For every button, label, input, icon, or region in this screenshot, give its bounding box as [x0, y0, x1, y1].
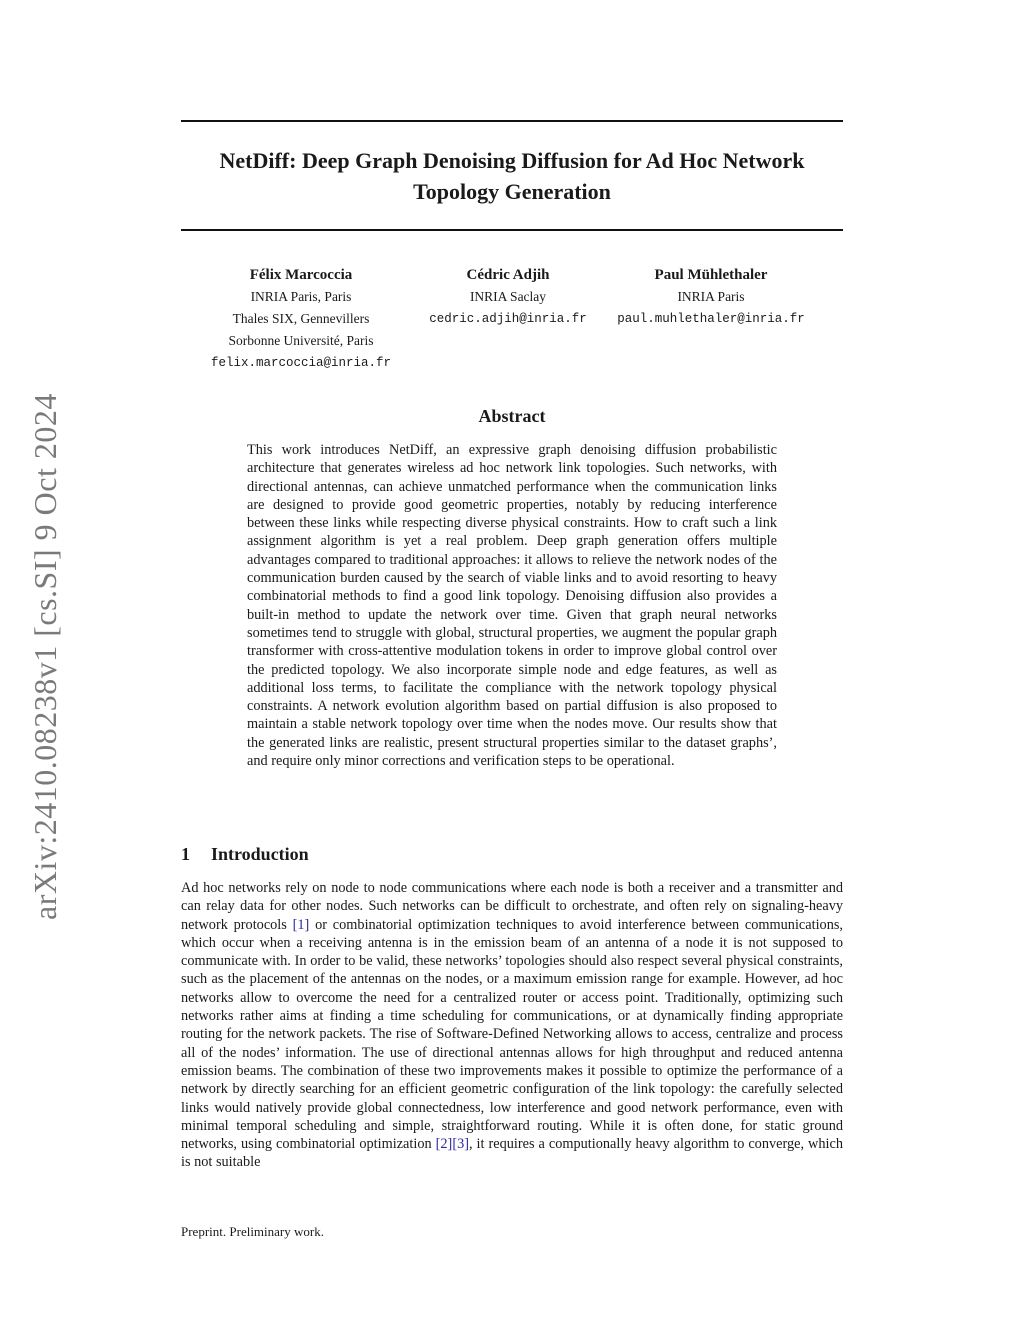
- author-affiliation: INRIA Paris: [677, 289, 745, 304]
- author-affiliation: Sorbonne Université, Paris: [228, 333, 374, 348]
- page-footer: Preprint. Preliminary work.: [181, 1224, 324, 1239]
- author-2: [408, 264, 608, 330]
- title-top-rule: [181, 120, 843, 122]
- paper-title: NetDiff: Deep Graph Denoising Diffusion for Ad Hoc Network Topology Generation: [219, 148, 805, 204]
- author-name: Paul Mühlethaler: [654, 267, 768, 283]
- intro-text: Ad hoc networks rely on node to node communications where each node is both a receiver and a transmitter and can relay data for other nodes. Such networks can be difficult to orchestrate, and often rely on signaling-heavy network protocols: [181, 880, 843, 933]
- abstract-heading: Abstract: [478, 406, 546, 426]
- intro-text: or combinatorial optimization techniques to avoid interference between communications, which occur when a receiving antenna is in the emission beam of an antenna of a node it is not supposed to communicate with. In order to be valid, these networks’ topologies should also respect several physical constraints, such as the placement of the antennas on the nodes, or a maximum emission range for example. However, ad hoc networks allow to overcome the need for a centralized router or access point. Traditionally, optimizing such networks rather aims at finding a time scheduling for communications, or at dynamically finding appropriate routing for the network packets. The rise of Software-Defined Networking allows to access, centralize and process all of the nodes’ information. The use of directional antennas allows for high throughput and reduced antenna emission beams. The combination of these two improvements makes it possible to optimize the performance of a network by directly searching for an efficient geometric configuration of the link topology: the carefully selected links would natively provide global connectedness, low interference and good network performance, even with minimal temporal scheduling and simple, straightforward routing. While it is often done, for static ground networks, using combinatorial optimization: [181, 916, 843, 1153]
- author-name: Félix Marcoccia: [249, 267, 353, 283]
- citation-link[interactable]: [2]: [435, 1136, 453, 1153]
- section-heading-introduction: [181, 844, 309, 865]
- author-name: Cédric Adjih: [466, 267, 550, 283]
- citation-link[interactable]: [3]: [452, 1136, 469, 1153]
- author-affiliation: INRIA Paris, Paris: [250, 289, 352, 304]
- intro-text: , it requires a computionally heavy algorithm to converge, which is not suitable: [181, 1136, 843, 1171]
- author-email[interactable]: cedric.adjih@inria.fr: [429, 312, 587, 326]
- section-number: 1: [181, 844, 190, 864]
- citation-link[interactable]: [1]: [292, 916, 310, 933]
- author-email[interactable]: paul.muhlethaler@inria.fr: [617, 312, 805, 326]
- arxiv-side-stamp: arXiv:2410.08238v1 [cs.SI] 9 Oct 2024: [27, 393, 63, 920]
- abstract-body: This work introduces NetDiff, an expressive graph denoising diffusion probabilistic architecture that generates wireless ad hoc network link topologies. Such networks, with directional antennas, can achieve unmatched performance when the communication links are designed to provide good geometric properties, notably by reducing interference between these links while respecting diverse physical constraints. How to craft such a link assignment algorithm is yet a real problem. Deep graph generation offers multiple advantages compared to traditional approaches: it allows to relieve the network nodes of the communication burden caused by the search of viable links and to avoid resorting to heavy combinatorial methods to find a good link topology. Denoising diffusion also provides a built-in method to update the network over time. Given that graph neural networks sometimes tend to struggle with global, structural properties, we augment the popular graph transformer with cross-attentive modulation tokens in order to improve global control over the predicted topology. We also incorporate simple node and edge features, as well as additional loss terms, to facilitate the compliance with the network topology physical constraints. A network evolution algorithm based on partial diffusion is also proposed to maintain a stable network topology over time when the nodes move. Our results show that the generated links are realistic, present structural properties similar to the dataset graphs’, and require only minor corrections and verification steps to be operational.: [247, 442, 777, 770]
- author-3: [601, 264, 821, 330]
- author-affiliation: INRIA Saclay: [469, 289, 547, 304]
- author-1: [191, 264, 411, 374]
- section-title: Introduction: [211, 844, 309, 864]
- introduction-paragraph: [181, 879, 843, 1172]
- author-email[interactable]: felix.marcoccia@inria.fr: [210, 356, 392, 370]
- author-affiliation: Thales SIX, Gennevillers: [232, 311, 370, 326]
- title-bottom-rule: [181, 229, 843, 231]
